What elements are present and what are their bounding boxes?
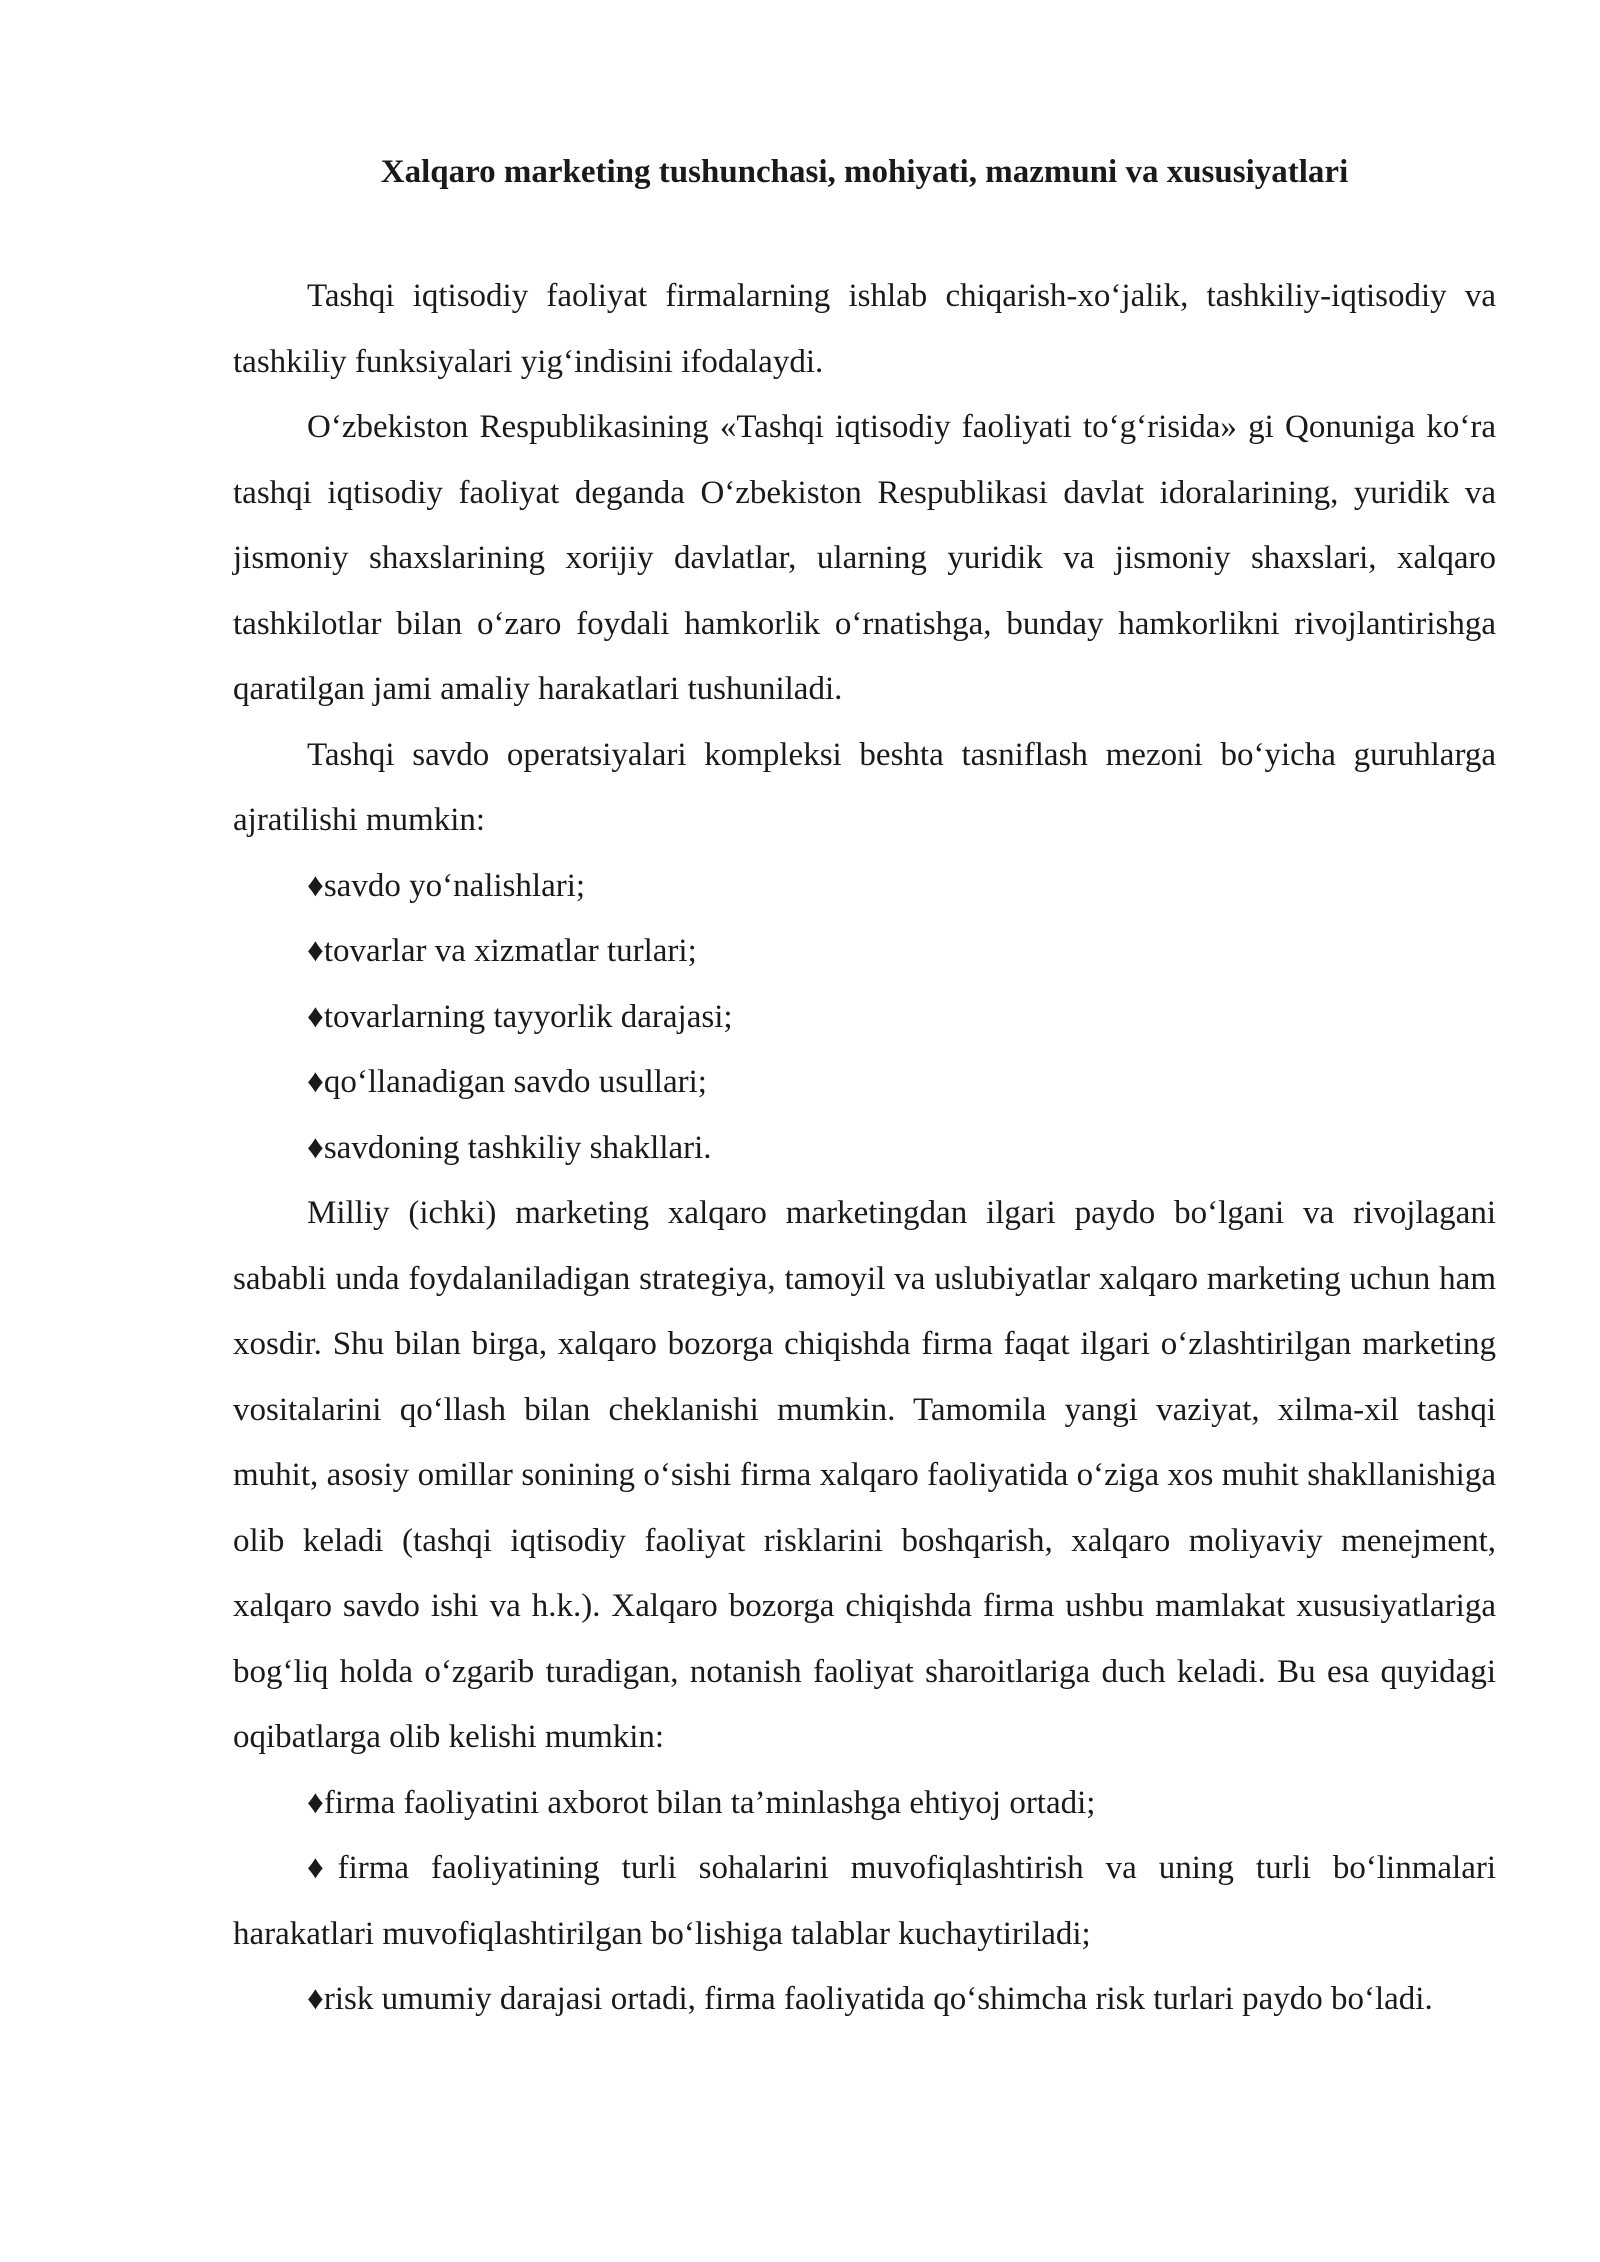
- paragraph: O‘zbekiston Respublikasining «Tashqi iqtisodiy faoliyati to‘g‘risida» gi Qonuniga ko‘ra tashqi iqtisodiy faoliyat deganda O‘zbekiston Respublikasi davlat idoralarining, yuridik va jismoniy shaxslarining xorijiy davlatlar, ularning yuridik va jismoniy shaxslari, xalqaro tashkilotlar bilan o‘zaro foydali hamkorlik o‘rnatishga, bunday hamkorlikni rivojlantirishga qaratilgan jami amaliy harakatlari tushuniladi.: [233, 409, 1496, 707]
- list-item-text: risk umumiy darajasi ortadi, firma faoliyatida qo‘shimcha risk turlari paydo bo‘ladi.: [323, 1981, 1433, 2017]
- diamond-bullet-icon: ♦: [307, 1129, 324, 1166]
- diamond-bullet-icon: ♦: [307, 1981, 324, 2017]
- document-page: [233, 150, 1496, 2033]
- bullet-list-trade-criteria: [233, 854, 1496, 1182]
- list-item: [233, 1116, 1496, 1182]
- list-item: [233, 919, 1496, 985]
- diamond-bullet-icon: ♦: [307, 1064, 324, 1100]
- diamond-bullet-icon: ♦: [307, 998, 324, 1035]
- diamond-bullet-icon: ♦: [307, 933, 324, 969]
- list-item-text: firma faoliyatini axborot bilan ta’minlashga ehtiyoj ortadi;: [323, 1784, 1096, 1821]
- list-item-text: tovarlarning tayyorlik darajasi;: [323, 998, 733, 1035]
- paragraph: Tashqi iqtisodiy faoliyat firmalarning ishlab chiqarish-xo‘jalik, tashkiliy-iqtisodiy va tashkiliy funksiyalari yig‘indisini ifodalaydi.: [233, 278, 1496, 380]
- list-item: [233, 985, 1496, 1051]
- list-item: [233, 1836, 1496, 1967]
- document-title: Xalqaro marketing tushunchasi, mohiyati, mazmuni va xususiyatlari: [380, 154, 1349, 190]
- paragraph: Milliy (ichki) marketing xalqaro marketingdan ilgari paydo bo‘lgani va rivojlagani sababli unda foydalaniladigan strategiya, tamoyil va uslubiyatlar xalqaro marketing uchun ham xosdir. Shu bilan birga, xalqaro bozorga chiqishda firma faqat ilgari o‘zlashtirilgan marketing vositalarini qo‘llash bilan cheklanishi mumkin. Tamomila yangi vaziyat, xilma-xil tashqi muhit, asosiy omillar sonining o‘sishi firma xalqaro faoliyatida o‘ziga xos muhit shakllanishiga olib keladi (tashqi iqtisodiy faoliyat risklarini boshqarish, xalqaro moliyaviy menejment, xalqaro savdo ishi va h.k.). Xalqaro bozorga chiqishda firma ushbu mamlakat xususiyatlariga bog‘liq holda o‘zgarib turadigan, notanish faoliyat sharoitlariga duch keladi. Bu esa quyidagi oqibatlarga olib kelishi mumkin:: [233, 1195, 1496, 1755]
- list-item-text: savdoning tashkiliy shakllari.: [323, 1129, 712, 1166]
- diamond-bullet-icon: ♦: [307, 867, 324, 904]
- list-item-text: qo‘llanadigan savdo usullari;: [323, 1064, 707, 1100]
- diamond-bullet-icon: ♦: [307, 1850, 338, 1886]
- list-item: [233, 1050, 1496, 1116]
- list-item-text: tovarlar va xizmatlar turlari;: [323, 933, 697, 969]
- diamond-bullet-icon: ♦: [307, 1784, 324, 1821]
- list-item: [233, 1771, 1496, 1837]
- list-item: [233, 854, 1496, 920]
- paragraph: Tashqi savdo operatsiyalari kompleksi beshta tasniflash mezoni bo‘yicha guruhlarga ajratilishi mumkin:: [233, 736, 1496, 838]
- list-item-text: savdo yo‘nalishlari;: [323, 867, 586, 904]
- list-item: [233, 1967, 1496, 2033]
- bullet-list-consequences: [233, 1771, 1496, 2033]
- list-item-text: firma faoliyatining turli sohalarini muvofiqlashtirish va uning turli bo‘linmalari harakatlari muvofiqlashtirilgan bo‘lishiga talablar kuchaytiriladi;: [233, 1850, 1496, 1952]
